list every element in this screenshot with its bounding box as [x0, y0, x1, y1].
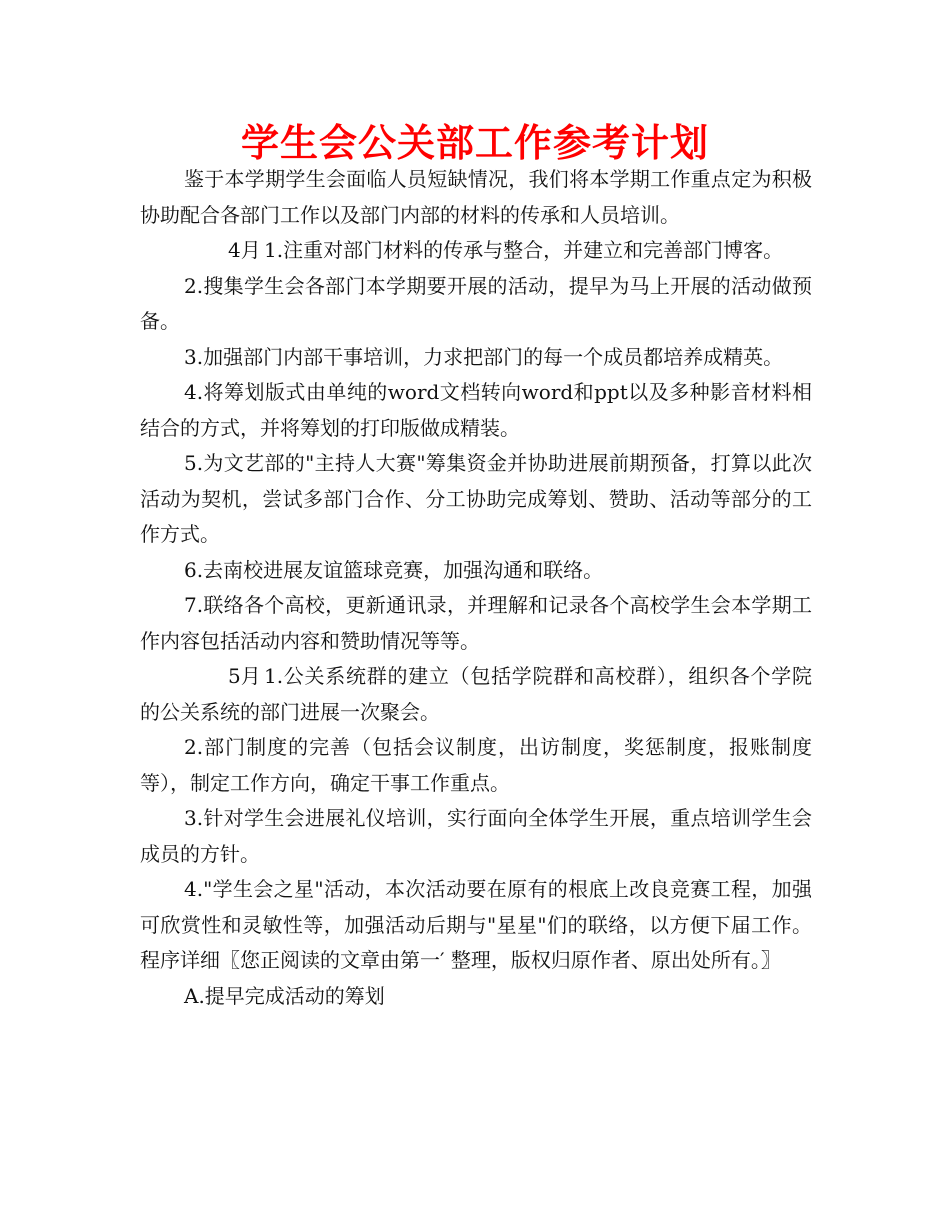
april-item-1-text: 1.注重对部门材料的传承与整合，并建立和完善部门博客。	[264, 238, 784, 262]
may-item-3: 3.针对学生会进展礼仪培训，实行面向全体学生开展，重点培训学生会成员的方针。	[140, 806, 812, 866]
document-title: 学生会公关部工作参考计划	[240, 120, 709, 165]
april-item-5: 5.为文艺部的"主持人大赛"筹集资金并协助进展前期预备，打算以此次活动为契机，尝试多部门合作、分工协助完成筹划、赞助、活动等部分的工作方式。	[140, 451, 812, 546]
may-item-4: 4."学生会之星"活动，本次活动要在原有的根底上改良竞赛工程，加强可欣赏性和灵敏性等，加强活动后期与"星星"们的联络，以方便下届工作。程序详细〖您正阅读的文章由第一′ 整理，版权归原作者、原出处所有。〗	[140, 877, 812, 972]
may-item-1	[140, 659, 812, 730]
april-item-6: 6.去南校进展友谊篮球竞赛，加强沟通和联络。	[184, 557, 604, 582]
april-item-2: 2.搜集学生会各部门本学期要开展的活动，提早为马上开展的活动做预备。	[140, 273, 812, 333]
may-item-2: 2.部门制度的完善（包括会议制度，出访制度，奖惩制度，报账制度等），制定工作方向，确定干事工作重点。	[140, 735, 812, 795]
month-label-may: 5月	[228, 664, 261, 688]
april-item-3: 3.加强部门内部干事培训，力求把部门的每一个成员都培养成精英。	[184, 344, 784, 369]
april-item-4: 4.将筹划版式由单纯的word文档转向word和ppt以及多种影音材料相结合的方式，并将筹划的打印版做成精装。	[140, 380, 812, 440]
may-item-5: A.提早完成活动的筹划	[184, 983, 385, 1008]
month-label-april: 4月	[228, 238, 261, 262]
intro-paragraph: 鉴于本学期学生会面临人员短缺情况，我们将本学期工作重点定为积极协助配合各部门工作以及部门内部的材料的传承和人员培训。	[140, 167, 812, 227]
may-item-1-text: 1.公关系统群的建立（包括学院群和高校群），组织各个学院的公关系统的部门进展一次聚会。	[140, 664, 812, 724]
document-body	[140, 162, 812, 1014]
april-item-1	[140, 233, 812, 269]
april-item-7: 7.联络各个高校，更新通讯录，并理解和记录各个高校学生会本学期工作内容包括活动内容和赞助情况等等。	[140, 593, 812, 653]
